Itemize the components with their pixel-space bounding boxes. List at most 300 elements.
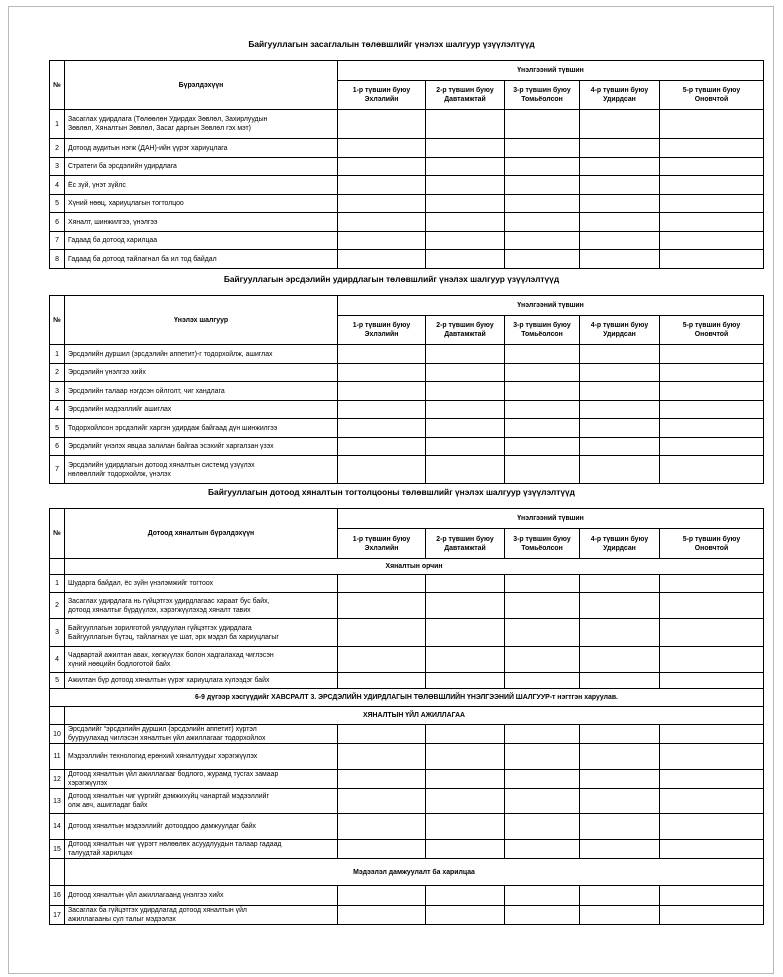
- rating-cell-level-1[interactable]: [338, 744, 426, 770]
- rating-cell-level-4[interactable]: [580, 647, 660, 673]
- rating-cell-level-2[interactable]: [426, 195, 505, 213]
- rating-cell-level-1[interactable]: [338, 770, 426, 789]
- criterion-cell: [65, 789, 338, 814]
- row-number: 8: [50, 250, 65, 269]
- rating-cell-level-3[interactable]: [505, 139, 580, 158]
- level-header-line: 1-р түвшин буюу: [352, 87, 411, 94]
- criterion-text: Гадаад ба дотоод тайлагнал ба ил тод байдал: [68, 255, 217, 263]
- table-row: [50, 176, 764, 195]
- level-header-line: 3-р түвшин буюу: [513, 322, 571, 329]
- criterion-text: хэрэгжүүлэх: [68, 780, 108, 787]
- rating-cell-level-4[interactable]: [580, 110, 660, 139]
- rating-cell-level-5[interactable]: [660, 139, 764, 158]
- level-header-line: Давтамжтай: [444, 544, 486, 552]
- table-row: [50, 139, 764, 158]
- table-row: [50, 345, 764, 364]
- label-header: Дотоод хяналтын бүрэлдэхүүн: [65, 509, 338, 559]
- rating-cell-level-5[interactable]: [660, 840, 764, 859]
- table-row: [50, 364, 764, 382]
- rating-cell-level-3[interactable]: [505, 575, 580, 593]
- rating-cell-level-4[interactable]: [580, 345, 660, 364]
- row-number: 6: [50, 213, 65, 232]
- table-2-title: Байгууллагын эрсдэлийн удирдлагын төлөвшлийг үнэлэх шалгуур үзүүлэлтүүд: [223, 274, 560, 284]
- rating-cell-level-4[interactable]: [580, 195, 660, 213]
- criterion-text: Эрсдэлийг үнэлэх явцаа залилан байгаа эсэхийг харгалзан үзэх: [68, 443, 274, 450]
- row-number: 5: [50, 195, 65, 213]
- level-header-line: 2-р түвшин буюу: [436, 322, 494, 329]
- level-header-line: 2-р түвшин буюу: [436, 535, 494, 543]
- section-spacer: [50, 859, 65, 886]
- rating-cell-level-3[interactable]: [505, 110, 580, 139]
- criterion-text: бууруулахад чиглэсэн хяналтын үйл ажиллагааг тодорхойлох: [68, 735, 266, 742]
- criterion-cell: [65, 382, 338, 401]
- rating-cell-level-3[interactable]: [505, 789, 580, 814]
- rating-cell-level-4[interactable]: [580, 213, 660, 232]
- criterion-text: Ёс зүй, үнэт зүйлс: [68, 181, 126, 189]
- rating-cell-level-2[interactable]: [426, 619, 505, 647]
- table-row: [50, 673, 764, 689]
- rating-cell-level-3[interactable]: [505, 619, 580, 647]
- level-4-header: [580, 529, 660, 559]
- level-header-line: 4-р түвшин буюу: [590, 87, 649, 94]
- rating-cell-level-4[interactable]: [580, 770, 660, 789]
- criterion-cell: [65, 744, 338, 770]
- criterion-cell: [65, 906, 338, 925]
- rating-cell-level-5[interactable]: [660, 619, 764, 647]
- table-row: [50, 158, 764, 176]
- table-row: [50, 575, 764, 593]
- criterion-cell: [65, 647, 338, 673]
- rating-cell-level-2[interactable]: [426, 744, 505, 770]
- table-row: [50, 647, 764, 673]
- rating-cell-level-2[interactable]: [426, 575, 505, 593]
- rating-cell-level-1[interactable]: [338, 725, 426, 744]
- rating-cell-level-4[interactable]: [580, 382, 660, 401]
- level-header-line: Томьёолсон: [521, 96, 563, 103]
- rating-cell-level-5[interactable]: [660, 906, 764, 925]
- criterion-cell: [65, 886, 338, 906]
- rating-cell-level-5[interactable]: [660, 195, 764, 213]
- rating-cell-level-4[interactable]: [580, 886, 660, 906]
- level-header-line: Эхлэлийн: [364, 96, 399, 103]
- rating-cell-level-3[interactable]: [505, 345, 580, 364]
- criterion-cell: [65, 438, 338, 456]
- rating-cell-level-3[interactable]: [505, 438, 580, 456]
- rating-cell-level-3[interactable]: [505, 886, 580, 906]
- rating-cell-level-4[interactable]: [580, 906, 660, 925]
- level-header-line: Давтамжтай: [444, 96, 486, 103]
- level-header-line: Эхлэлийн: [364, 331, 399, 338]
- table-row: [50, 906, 764, 925]
- rating-cell-level-3[interactable]: [505, 419, 580, 438]
- header-row: [50, 509, 764, 529]
- level-header-line: 5-р түвшин буюу: [682, 535, 741, 543]
- rating-cell-level-1[interactable]: [338, 456, 426, 484]
- rating-cell-level-1[interactable]: [338, 593, 426, 619]
- criterion-text: Эрсдэлийн удирдлагын дотоод хяналтын системд үзүүлэх: [68, 461, 255, 469]
- rating-cell-level-4[interactable]: [580, 725, 660, 744]
- number-header: №: [50, 61, 65, 110]
- rating-cell-level-4[interactable]: [580, 789, 660, 814]
- row-number: 2: [50, 364, 65, 382]
- rating-cell-level-5[interactable]: [660, 176, 764, 195]
- criterion-text: Эрсдэлийн талаар нэгдсэн ойлголт, чиг хандлага: [68, 387, 225, 395]
- rating-cell-level-2[interactable]: [426, 158, 505, 176]
- criterion-text: ажиллагааны сул талыг мэдээлэх: [68, 916, 176, 923]
- level-header-line: 5-р түвшин буюу: [682, 322, 741, 329]
- rating-cell-level-3[interactable]: [505, 195, 580, 213]
- rating-cell-level-1[interactable]: [338, 232, 426, 250]
- rating-cell-level-2[interactable]: [426, 770, 505, 789]
- row-number: 3: [50, 382, 65, 401]
- level-1-header: [338, 316, 426, 345]
- level-2-header: [426, 529, 505, 559]
- criterion-text: Эрсдэлийг “эрсдэлийн дуршил (эрсдэлийн аппетит) хүртэл: [68, 726, 257, 733]
- rating-cell-level-4[interactable]: [580, 593, 660, 619]
- rating-cell-level-2[interactable]: [426, 789, 505, 814]
- row-number: 4: [50, 176, 65, 195]
- rating-cell-level-2[interactable]: [426, 176, 505, 195]
- rating-cell-level-3[interactable]: [505, 593, 580, 619]
- rating-cell-level-2[interactable]: [426, 232, 505, 250]
- criterion-text: Байгууллагын зорилготой уялдуулан гүйцэтгэх удирдлага: [68, 624, 252, 632]
- rating-cell-level-4[interactable]: [580, 814, 660, 840]
- assessment-level-header: Үнэлгээний түвшин: [338, 61, 764, 81]
- rating-cell-level-1[interactable]: [338, 401, 426, 419]
- criterion-cell: [65, 213, 338, 232]
- criterion-text: Дотоод аудитын нэгж (ДАН)-ийн үүрэг хариуцлага: [68, 144, 228, 152]
- rating-cell-level-1[interactable]: [338, 906, 426, 925]
- criterion-text: Эрсдэлийн үнэлгээ хийх: [68, 369, 146, 376]
- level-header-line: Удирдсан: [603, 96, 636, 103]
- rating-cell-level-5[interactable]: [660, 213, 764, 232]
- table-row: [50, 195, 764, 213]
- rating-cell-level-5[interactable]: [660, 419, 764, 438]
- rating-cell-level-1[interactable]: [338, 814, 426, 840]
- rating-cell-level-2[interactable]: [426, 401, 505, 419]
- criterion-cell: [65, 110, 338, 139]
- level-header-line: Удирдсан: [603, 331, 636, 338]
- rating-cell-level-1[interactable]: [338, 213, 426, 232]
- criterion-cell: [65, 364, 338, 382]
- level-4-header: [580, 316, 660, 345]
- rating-cell-level-5[interactable]: [660, 575, 764, 593]
- rating-cell-level-5[interactable]: [660, 886, 764, 906]
- criterion-text: Чадвартай ажилтан авах, хөгжүүлэх болон хадгалахад чиглэсэн: [68, 651, 274, 659]
- row-number: 11: [50, 744, 65, 770]
- level-header-line: Оновчтой: [694, 331, 729, 338]
- row-number: 7: [50, 232, 65, 250]
- rating-cell-level-4[interactable]: [580, 250, 660, 269]
- level-header-line: Томьёолсон: [521, 544, 563, 552]
- level-header-line: 4-р түвшин буюу: [590, 535, 649, 543]
- level-2-header: [426, 81, 505, 110]
- row-number: 17: [50, 906, 65, 925]
- rating-cell-level-2[interactable]: [426, 139, 505, 158]
- criterion-cell: [65, 158, 338, 176]
- rating-cell-level-1[interactable]: [338, 158, 426, 176]
- rating-cell-level-2[interactable]: [426, 213, 505, 232]
- rating-cell-level-1[interactable]: [338, 673, 426, 689]
- rating-cell-level-2[interactable]: [426, 725, 505, 744]
- rating-cell-level-2[interactable]: [426, 382, 505, 401]
- assessment-level-header: Үнэлгээний түвшин: [338, 509, 764, 529]
- rating-cell-level-1[interactable]: [338, 789, 426, 814]
- level-header-line: 1-р түвшин буюу: [352, 535, 411, 543]
- rating-cell-level-1[interactable]: [338, 619, 426, 647]
- rating-cell-level-1[interactable]: [338, 438, 426, 456]
- rating-cell-level-4[interactable]: [580, 419, 660, 438]
- row-number: 4: [50, 401, 65, 419]
- criterion-text: Дотоод хяналтын чиг үүрэгт нөлөөлөх асуудлуудын талаар гадаад: [68, 841, 282, 848]
- rating-cell-level-1[interactable]: [338, 250, 426, 269]
- section-spacer: [50, 707, 65, 725]
- rating-cell-level-1[interactable]: [338, 382, 426, 401]
- criterion-text: хүний нөөцийн бодлоготой байх: [68, 660, 171, 668]
- criterion-cell: [65, 814, 338, 840]
- table-3-title: Байгууллагын дотоод хяналтын тогтолцооны төлөвшлийг үнэлэх шалгуур үзүүлэлтүүд: [208, 487, 575, 497]
- section-heading: Мэдээлэл дамжуулалт ба харилцаа: [65, 859, 764, 886]
- table-row: [50, 789, 764, 814]
- rating-cell-level-2[interactable]: [426, 438, 505, 456]
- table-row: [50, 744, 764, 770]
- rating-cell-level-5[interactable]: [660, 438, 764, 456]
- criterion-cell: [65, 673, 338, 689]
- criterion-cell: [65, 593, 338, 619]
- table-row: [50, 213, 764, 232]
- level-4-header: [580, 81, 660, 110]
- section-row: [50, 559, 764, 575]
- internal-control-table: [49, 508, 764, 925]
- criterion-text: Хүний нөөц, хариуцлагын тогтолцоо: [68, 200, 184, 207]
- rating-cell-level-5[interactable]: [660, 744, 764, 770]
- rating-cell-level-4[interactable]: [580, 139, 660, 158]
- criterion-text: Эрсдэлийн дуршил (эрсдэлийн аппетит)-г тодорхойлж, ашиглах: [68, 350, 273, 358]
- label-header: Бүрэлдэхүүн: [65, 61, 338, 110]
- criterion-text: Эрсдэлийн мэдээллийг ашиглах: [68, 406, 172, 413]
- rating-cell-level-3[interactable]: [505, 906, 580, 925]
- rating-cell-level-1[interactable]: [338, 110, 426, 139]
- level-header-line: Оновчтой: [694, 96, 729, 103]
- criterion-cell: [65, 840, 338, 859]
- criterion-text: Дотоод хяналтын үйл ажиллагаанд үнэлгээ хийх: [68, 892, 224, 899]
- rating-cell-level-4[interactable]: [580, 158, 660, 176]
- rating-cell-level-2[interactable]: [426, 110, 505, 139]
- rating-cell-level-4[interactable]: [580, 619, 660, 647]
- rating-cell-level-3[interactable]: [505, 232, 580, 250]
- table-row: [50, 770, 764, 789]
- rating-cell-level-3[interactable]: [505, 770, 580, 789]
- rating-cell-level-5[interactable]: [660, 647, 764, 673]
- rating-cell-level-1[interactable]: [338, 575, 426, 593]
- criterion-text: олж авч, ашигладаг байх: [68, 802, 148, 809]
- criterion-text: Засаглах удирдлага (Төлөөлөн Удирдах Зөвлөл, Захирлуудын: [68, 116, 268, 123]
- rating-cell-level-2[interactable]: [426, 456, 505, 484]
- level-3-header: [505, 316, 580, 345]
- level-header-line: Давтамжтай: [444, 331, 486, 338]
- rating-cell-level-4[interactable]: [580, 364, 660, 382]
- rating-cell-level-4[interactable]: [580, 438, 660, 456]
- assessment-level-header: Үнэлгээний түвшин: [338, 296, 764, 316]
- rating-cell-level-1[interactable]: [338, 364, 426, 382]
- rating-cell-level-5[interactable]: [660, 593, 764, 619]
- section-row: [50, 859, 764, 886]
- row-number: 14: [50, 814, 65, 840]
- criterion-text: нөлөөллийг тодорхойлж, үнэлэх: [68, 470, 171, 478]
- rating-cell-level-5[interactable]: [660, 364, 764, 382]
- rating-cell-level-4[interactable]: [580, 232, 660, 250]
- row-number: 5: [50, 673, 65, 689]
- rating-cell-level-2[interactable]: [426, 593, 505, 619]
- row-number: 2: [50, 593, 65, 619]
- level-header-line: 2-р түвшин буюу: [436, 87, 494, 94]
- table-row: [50, 886, 764, 906]
- note-row: [50, 689, 764, 707]
- criterion-cell: [65, 456, 338, 484]
- header-row: [50, 61, 764, 81]
- rating-cell-level-1[interactable]: [338, 345, 426, 364]
- rating-cell-level-5[interactable]: [660, 401, 764, 419]
- level-header-line: Томьёолсон: [521, 331, 563, 338]
- rating-cell-level-3[interactable]: [505, 176, 580, 195]
- row-number: 6: [50, 438, 65, 456]
- rating-cell-level-3[interactable]: [505, 401, 580, 419]
- section-row: [50, 707, 764, 725]
- rating-cell-level-4[interactable]: [580, 176, 660, 195]
- rating-cell-level-5[interactable]: [660, 814, 764, 840]
- rating-cell-level-2[interactable]: [426, 364, 505, 382]
- table-row: [50, 382, 764, 401]
- level-3-header: [505, 81, 580, 110]
- row-number: 12: [50, 770, 65, 789]
- criterion-text: Засаглах удирдлага нь гүйцэтгэх удирдлагаас хараат бус байх,: [68, 597, 270, 605]
- rating-cell-level-5[interactable]: [660, 673, 764, 689]
- criterion-text: Байгууллагын бүтэц, тайлагнах үе шат, эрх мэдэл ба хариуцлагыг: [68, 633, 279, 641]
- level-5-header: [660, 529, 764, 559]
- rating-cell-level-3[interactable]: [505, 673, 580, 689]
- row-number: 5: [50, 419, 65, 438]
- table-row: [50, 401, 764, 419]
- rating-cell-level-3[interactable]: [505, 364, 580, 382]
- criterion-cell: [65, 419, 338, 438]
- row-number: 3: [50, 158, 65, 176]
- row-number: 15: [50, 840, 65, 859]
- rating-cell-level-2[interactable]: [426, 814, 505, 840]
- row-number: 2: [50, 139, 65, 158]
- table-row: [50, 840, 764, 859]
- level-header-line: 5-р түвшин буюу: [682, 87, 741, 94]
- rating-cell-level-4[interactable]: [580, 840, 660, 859]
- rating-cell-level-2[interactable]: [426, 647, 505, 673]
- rating-cell-level-1[interactable]: [338, 840, 426, 859]
- rating-cell-level-1[interactable]: [338, 139, 426, 158]
- table-row: [50, 419, 764, 438]
- rating-cell-level-2[interactable]: [426, 419, 505, 438]
- rating-cell-level-4[interactable]: [580, 456, 660, 484]
- level-3-header: [505, 529, 580, 559]
- level-5-header: [660, 316, 764, 345]
- row-number: 1: [50, 110, 65, 139]
- rating-cell-level-1[interactable]: [338, 176, 426, 195]
- number-header: №: [50, 296, 65, 345]
- criterion-text: талуудтай харилцах: [68, 850, 133, 857]
- criterion-text: Дотоод хяналтын мэдээллийг дотооддоо дамжуулдаг байх: [68, 823, 257, 830]
- rating-cell-level-3[interactable]: [505, 814, 580, 840]
- rating-cell-level-3[interactable]: [505, 158, 580, 176]
- rating-cell-level-2[interactable]: [426, 673, 505, 689]
- rating-cell-level-2[interactable]: [426, 345, 505, 364]
- criterion-cell: [65, 176, 338, 195]
- criterion-cell: [65, 770, 338, 789]
- rating-cell-level-3[interactable]: [505, 213, 580, 232]
- level-header-line: 1-р түвшин буюу: [352, 322, 411, 329]
- rating-cell-level-3[interactable]: [505, 382, 580, 401]
- rating-cell-level-5[interactable]: [660, 770, 764, 789]
- rating-cell-level-4[interactable]: [580, 401, 660, 419]
- rating-cell-level-1[interactable]: [338, 195, 426, 213]
- level-header-line: Оновчтой: [694, 544, 729, 552]
- table-row: [50, 456, 764, 484]
- rating-cell-level-5[interactable]: [660, 110, 764, 139]
- criterion-cell: [65, 575, 338, 593]
- criterion-text: Мэдээллийн технологид ерөнхий хяналтуудыг хэрэгжүүлэх: [68, 753, 258, 760]
- criterion-cell: [65, 139, 338, 158]
- row-number: 16: [50, 886, 65, 906]
- cross-reference-note: 6-9 дүгээр хэсгүүдийг ХАВСРАЛТ 3. ЭРСДЭЛИЙН УДИРДЛАГЫН ТӨЛӨВШЛИЙН ҮНЭЛГЭЭНИЙ ШАЛГУУР-т нэгтгэн харуулав.: [50, 689, 764, 707]
- rating-cell-level-5[interactable]: [660, 158, 764, 176]
- criterion-text: Тодорхойлсон эрсдэлийг харгэн удирдаж байгаад дүн шинжилгээ: [68, 424, 278, 432]
- rating-cell-level-1[interactable]: [338, 419, 426, 438]
- criterion-text: Зөвлөл, Хяналтын Зөвлөл, Засаг даргын Зөвлөл гэх мэт): [68, 125, 251, 132]
- rating-cell-level-1[interactable]: [338, 886, 426, 906]
- rating-cell-level-3[interactable]: [505, 456, 580, 484]
- row-number: 7: [50, 456, 65, 484]
- rating-cell-level-4[interactable]: [580, 673, 660, 689]
- rating-cell-level-3[interactable]: [505, 725, 580, 744]
- row-number: 3: [50, 619, 65, 647]
- rating-cell-level-5[interactable]: [660, 789, 764, 814]
- rating-cell-level-3[interactable]: [505, 840, 580, 859]
- rating-cell-level-5[interactable]: [660, 382, 764, 401]
- table-row: [50, 232, 764, 250]
- level-header-line: 3-р түвшин буюу: [513, 87, 571, 94]
- rating-cell-level-2[interactable]: [426, 250, 505, 269]
- criterion-text: Дотоод хяналтын чиг үүргийг дэмжихүйц чанартай мэдээллийг: [68, 793, 270, 800]
- level-header-line: 3-р түвшин буюу: [513, 535, 571, 543]
- rating-cell-level-5[interactable]: [660, 456, 764, 484]
- rating-cell-level-3[interactable]: [505, 250, 580, 269]
- rating-cell-level-4[interactable]: [580, 744, 660, 770]
- rating-cell-level-5[interactable]: [660, 345, 764, 364]
- rating-cell-level-2[interactable]: [426, 886, 505, 906]
- row-number: 4: [50, 647, 65, 673]
- rating-cell-level-3[interactable]: [505, 647, 580, 673]
- level-header-line: Эхлэлийн: [364, 544, 399, 552]
- rating-cell-level-2[interactable]: [426, 840, 505, 859]
- rating-cell-level-5[interactable]: [660, 250, 764, 269]
- rating-cell-level-4[interactable]: [580, 575, 660, 593]
- rating-cell-level-1[interactable]: [338, 647, 426, 673]
- criterion-cell: [65, 195, 338, 213]
- rating-cell-level-5[interactable]: [660, 232, 764, 250]
- section-heading: Хяналтын орчин: [65, 559, 764, 575]
- rating-cell-level-5[interactable]: [660, 725, 764, 744]
- row-number: 1: [50, 345, 65, 364]
- rating-cell-level-2[interactable]: [426, 906, 505, 925]
- governance-table: [49, 60, 764, 269]
- number-header: №: [50, 509, 65, 559]
- rating-cell-level-3[interactable]: [505, 744, 580, 770]
